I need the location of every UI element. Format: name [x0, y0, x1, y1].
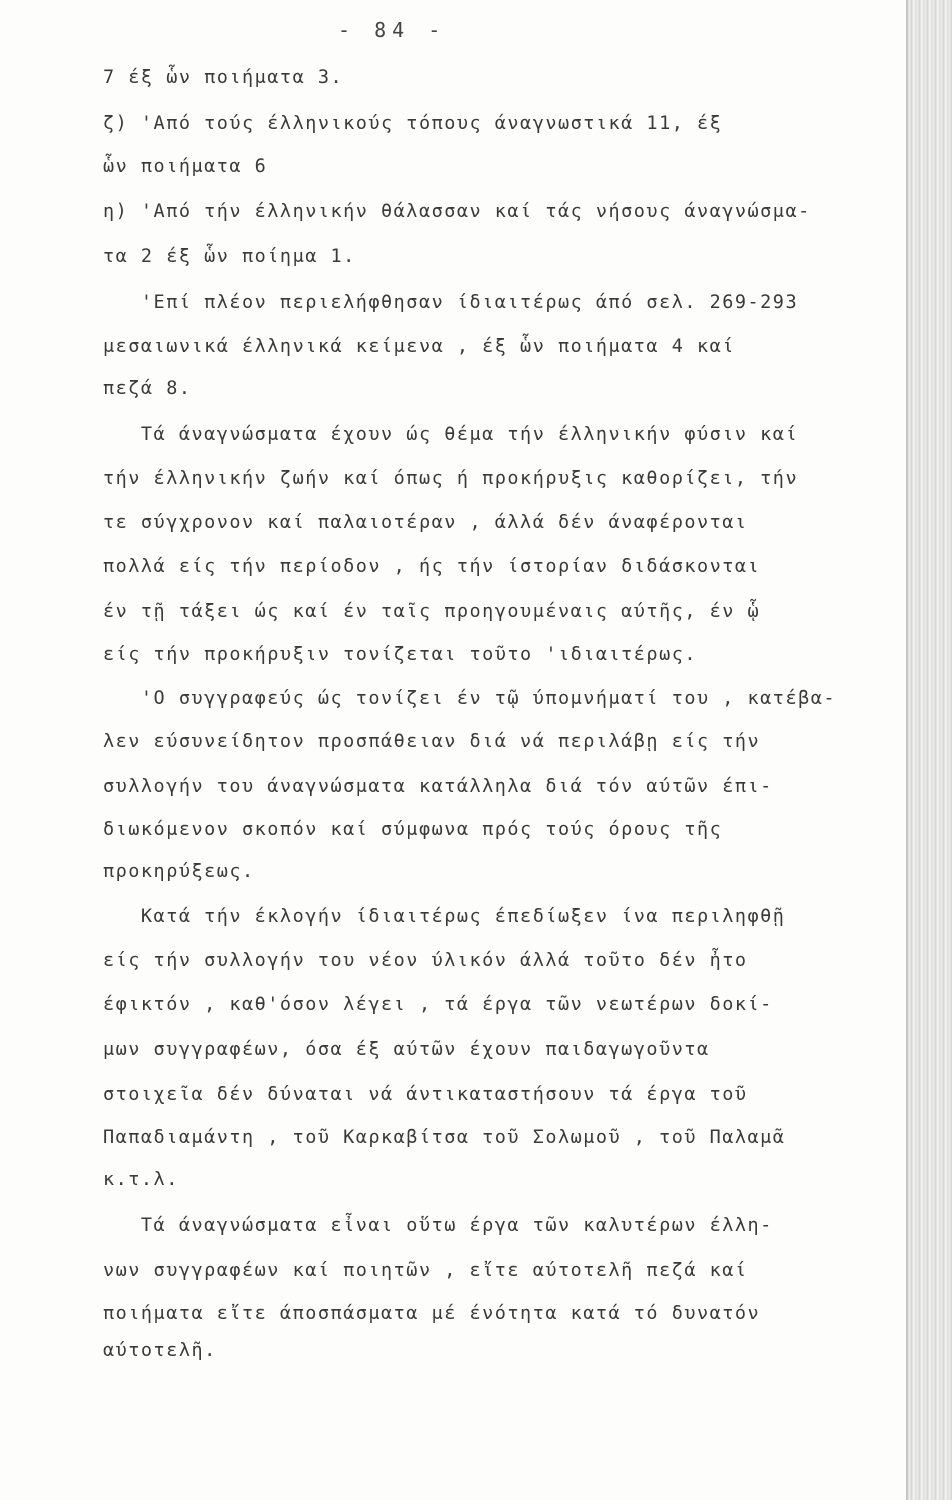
- binding-shadow-line: [906, 0, 908, 1500]
- page-number: - 84 -: [338, 18, 447, 42]
- text-line: Κατά τήν έκλογήν ίδιαιτέρως έπεδίωξεν ίνα περιληφθῇ: [103, 906, 786, 927]
- page-binding-edge: [906, 0, 952, 1500]
- text-line: πεζά 8.: [103, 378, 192, 399]
- text-line: τα 2 έξ ὧν ποίημα 1.: [103, 246, 356, 267]
- text-line: πολλά είς τήν περίοδον , ής τήν ίστορίαν διδάσκονται: [103, 556, 761, 577]
- text-line: διωκόμενον σκοπόν καί σύμφωνα πρός τούς όρους τῆς: [103, 819, 723, 840]
- text-line: 7 έξ ὧν ποιήματα 3.: [103, 67, 344, 88]
- text-line: Τά άναγνώσματα έχουν ώς θέμα τήν έλληνικήν φύσιν καί: [103, 424, 799, 445]
- text-line: έν τῇ τάξει ώς καί έν ταῖς προηγουμέναις αύτῆς, έν ᾧ: [103, 601, 761, 622]
- text-line: 'Επί πλέον περιελήφθησαν ίδιαιτέρως άπό σελ. 269-293: [103, 292, 799, 313]
- text-line: Τά άναγνώσματα εἶναι οὕτω έργα τῶν καλυτέρων έλλη-: [103, 1215, 773, 1236]
- text-line: λεν εύσυνείδητον προσπάθειαν διά νά περιλάβῃ είς τήν: [103, 731, 761, 752]
- text-line: τήν έλληνικήν ζωήν καί όπως ή προκήρυξις καθορίζει, τήν: [103, 468, 799, 489]
- text-line: έφικτόν , καθ'όσον λέγει , τά έργα τῶν νεωτέρων δοκί-: [103, 994, 773, 1015]
- text-line: προκηρύξεως.: [103, 861, 255, 882]
- text-line: μων συγγραφέων, όσα έξ αύτῶν έχουν παιδαγωγοῦντα: [103, 1039, 710, 1060]
- text-line: είς τήν προκήρυξιν τονίζεται τοῦτο 'ιδιαιτέρως.: [103, 644, 697, 665]
- text-line: 'Ο συγγραφεύς ώς τονίζει έν τῷ ύπομνήματί του , κατέβα-: [103, 688, 837, 709]
- text-line: συλλογήν του άναγνώσματα κατάλληλα διά τόν αύτῶν έπι-: [103, 776, 773, 797]
- text-line: τε σύγχρονον καί παλαιοτέραν , άλλά δέν άναφέρονται: [103, 512, 748, 533]
- text-line: μεσαιωνικά έλληνικά κείμενα , έξ ὧν ποιήματα 4 καί: [103, 336, 735, 357]
- text-line: ποιήματα εἴτε άποσπάσματα μέ ένότητα κατά τό δυνατόν: [103, 1303, 761, 1324]
- text-line: είς τήν συλλογήν του νέον ύλικόν άλλά τοῦτο δέν ἦτο: [103, 950, 748, 971]
- text-line: νων συγγραφέων καί ποιητῶν , εἴτε αύτοτελῆ πεζά καί: [103, 1260, 748, 1281]
- text-line: κ.τ.λ.: [103, 1169, 179, 1190]
- text-line: ζ) 'Από τούς έλληνικούς τόπους άναγνωστικά 11, έξ: [103, 113, 723, 134]
- text-line: ὧν ποιήματα 6: [103, 156, 268, 177]
- text-line: η) 'Από τήν έλληνικήν θάλασσαν καί τάς νήσους άναγνώσμα-: [103, 201, 811, 222]
- text-line: στοιχεῖα δέν δύναται νά άντικαταστήσουν τά έργα τοῦ: [103, 1084, 748, 1105]
- text-line: Παπαδιαμάντη , τοῦ Καρκαβίτσα τοῦ Σολωμοῦ , τοῦ Παλαμᾶ: [103, 1127, 786, 1148]
- text-line: αύτοτελῆ.: [103, 1340, 217, 1361]
